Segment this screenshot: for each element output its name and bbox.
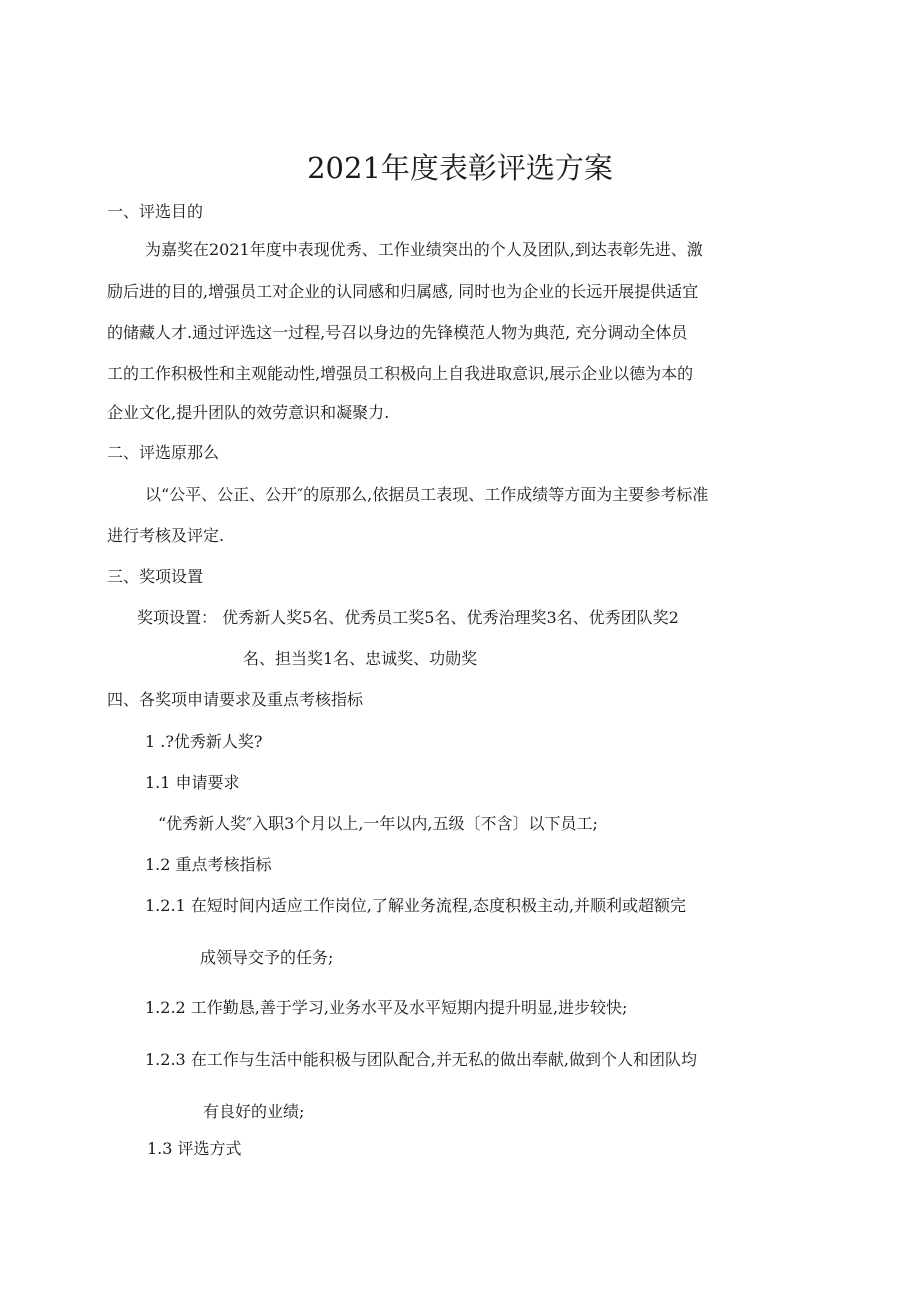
item-text: 1.2.3 在工作与生活中能积极与团队配合,并无私的做出奉献,做到个人和团队均 xyxy=(145,1050,697,1069)
section-heading-principles: 二、评选原那么 xyxy=(107,443,220,462)
paragraph-line: 励后进的目的,增强员工对企业的认同感和归属感, 同时也为企业的长远开展提供适宜 xyxy=(107,282,699,301)
item-text: 1.2.2 工作勤恳,善于学习,业务水平及水平短期内提升明显,进步较快; xyxy=(145,998,628,1017)
paragraph-line: 为嘉奖在2021年度中表现优秀、工作业绩突出的个人及团队,到达表彰先进、激 xyxy=(145,240,703,259)
paragraph-line: 企业文化,提升团队的效劳意识和凝聚力. xyxy=(107,403,390,422)
item-award-title: 1 .?优秀新人奖? xyxy=(145,732,263,751)
paragraph-line: 工的工作积极性和主观能动性,增强员工积极向上自我进取意识,展示企业以德为本的 xyxy=(107,364,694,383)
document-title: 2021年度表彰评选方案 xyxy=(307,151,613,185)
item-text: 1.2.1 在短时间内适应工作岗位,了解业务流程,态度积极主动,并顺利或超额完 xyxy=(145,896,687,915)
paragraph-line: 的储藏人才.通过评选这一过程,号召以身边的先锋模范人物为典范, 充分调动全体员 xyxy=(107,323,688,342)
awards-line: 名、担当奖1名、忠诚奖、功勋奖 xyxy=(243,649,478,668)
paragraph-line: 以“公平、公正、公开″的原那么,依据员工表现、工作成绩等方面为主要参考标准 xyxy=(145,485,709,504)
section-heading-purpose: 一、评选目的 xyxy=(107,202,204,221)
item-subheading: 1.2 重点考核指标 xyxy=(145,855,272,874)
paragraph-line: 进行考核及评定. xyxy=(107,526,225,545)
item-text: “优秀新人奖″入职3个月以上,一年以内,五级〔不含〕以下员工; xyxy=(158,814,598,833)
item-subheading: 1.1 申请要求 xyxy=(145,773,240,792)
item-text: 成领导交予的任务; xyxy=(200,948,334,967)
awards-line: 奖项设置： 优秀新人奖5名、优秀员工奖5名、优秀治理奖3名、优秀团队奖2 xyxy=(137,608,679,627)
section-heading-awards: 三、奖项设置 xyxy=(107,567,204,586)
section-heading-requirements: 四、各奖项申请要求及重点考核指标 xyxy=(107,690,364,709)
item-text: 有良好的业绩; xyxy=(203,1102,305,1121)
item-subheading: 1.3 评选方式 xyxy=(147,1139,242,1158)
